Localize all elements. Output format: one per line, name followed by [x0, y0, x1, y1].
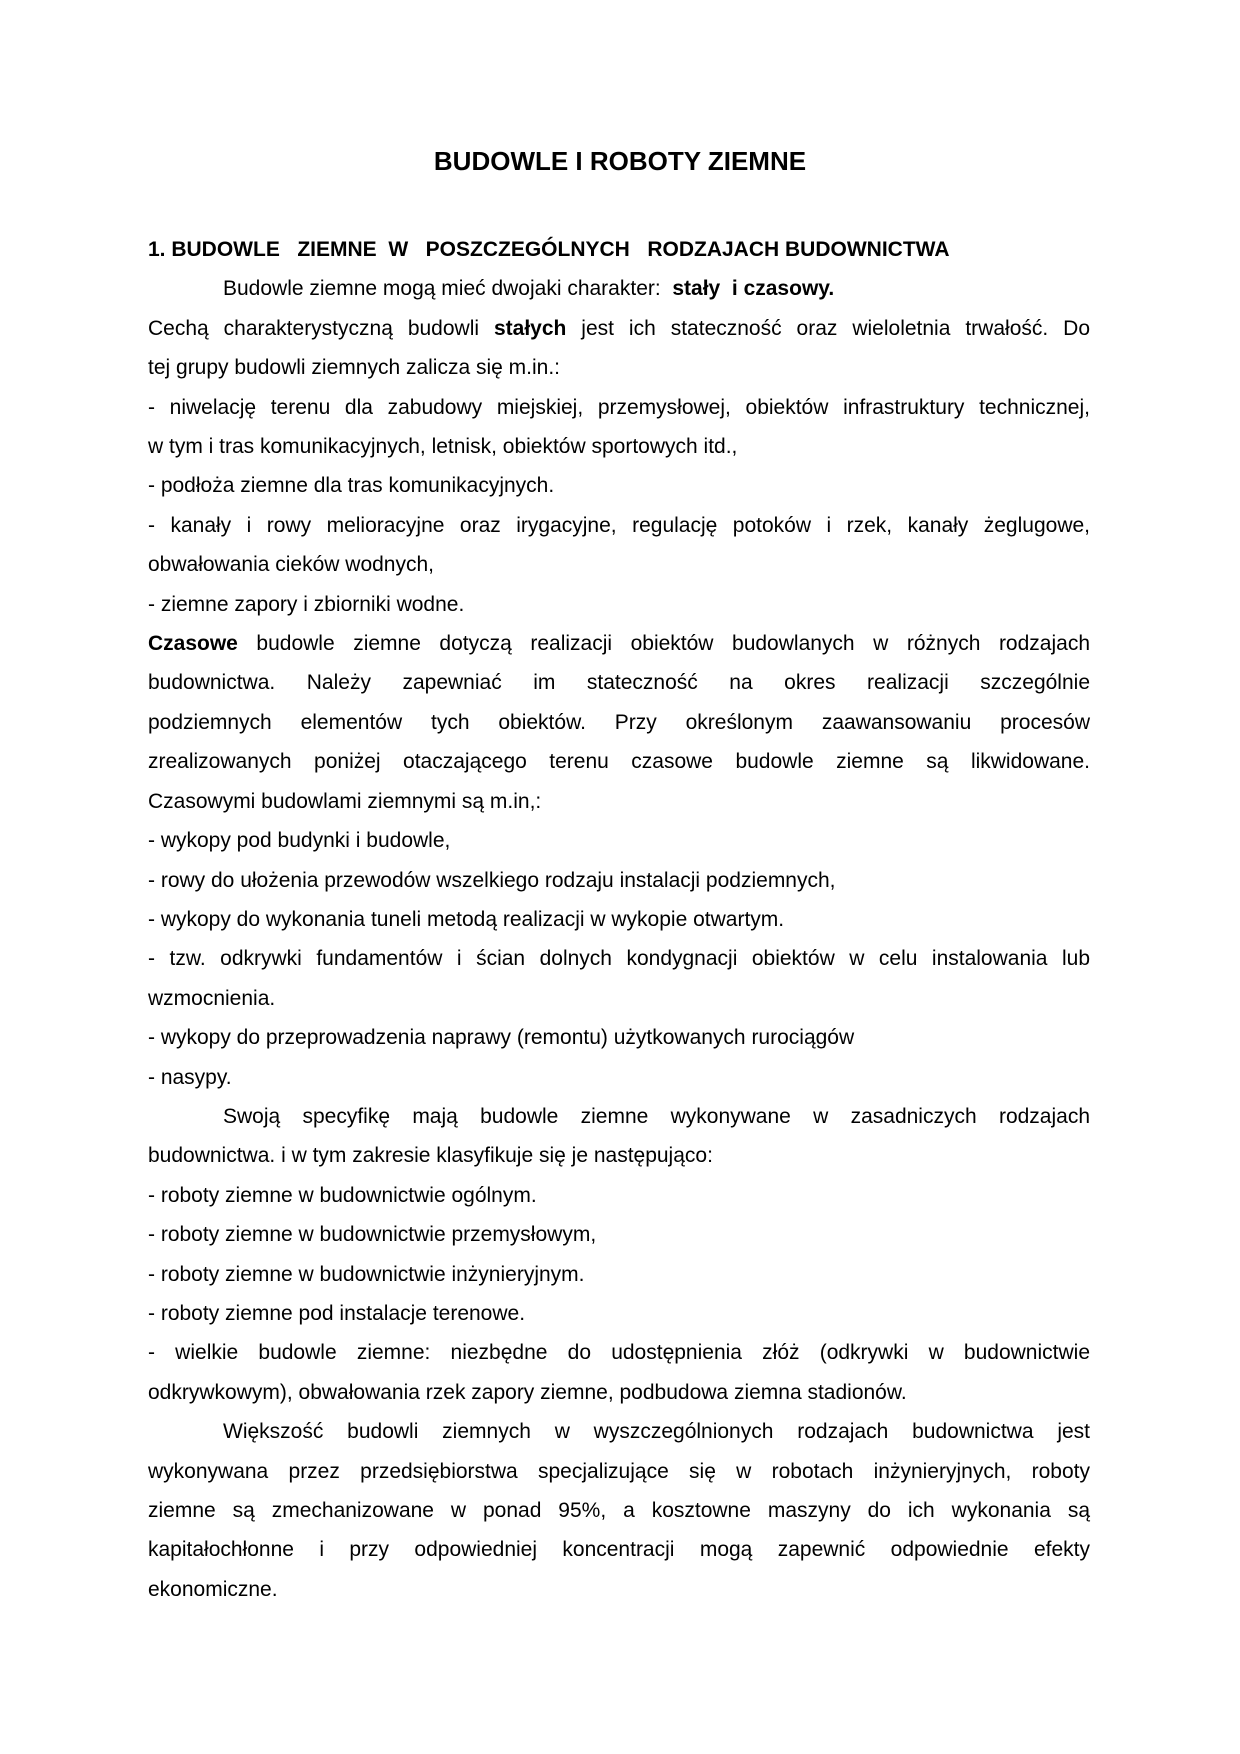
- text-line: [148, 821, 1090, 860]
- text-segment: Czasowymi budowlami ziemnymi są m.in,:: [148, 789, 542, 813]
- text-line: [148, 742, 1090, 781]
- text-line: [148, 545, 1090, 584]
- text-segment: - wykopy do wykonania tuneli metodą realizacji w wykopie otwartym.: [148, 907, 785, 931]
- text-segment: - kanały i rowy melioracyjne oraz irygacyjne, regulację potoków i rzek, kanały żeglugowe,: [148, 513, 1090, 537]
- text-line: [148, 1570, 1090, 1609]
- text-segment: Cechą charakterystyczną budowli: [148, 316, 494, 340]
- text-segment: - roboty ziemne w budownictwie przemysłowym,: [148, 1223, 597, 1247]
- text-segment: wykonywana przez przedsiębiorstwa specjalizujące się w robotach inżynieryjnych, roboty: [148, 1459, 1090, 1483]
- text-line: [148, 1294, 1090, 1333]
- text-segment: wzmocnienia.: [148, 986, 276, 1010]
- text-line: [148, 782, 1090, 821]
- text-segment: odkrywkowym), obwałowania rzek zapory ziemne, podbudowa ziemna stadionów.: [148, 1380, 907, 1404]
- text-line: [148, 1333, 1090, 1372]
- text-segment: - podłoża ziemne dla tras komunikacyjnych.: [148, 474, 555, 498]
- document-body: [148, 230, 1090, 1609]
- bold-text: stały i czasowy.: [672, 277, 835, 301]
- text-line: [148, 663, 1090, 702]
- text-line: [148, 979, 1090, 1018]
- text-segment: ziemne są zmechanizowane w ponad 95%, a kosztowne maszyny do ich wykonania są: [148, 1499, 1090, 1522]
- text-line: [148, 1097, 1090, 1136]
- text-segment: podziemnych elementów tych obiektów. Przy określonym zaawansowaniu procesów: [148, 710, 1090, 734]
- text-line: [148, 1176, 1090, 1215]
- text-line: [148, 427, 1090, 466]
- text-segment: - rowy do ułożenia przewodów wszelkiego rodzaju instalacji podziemnych,: [148, 868, 836, 892]
- text-segment: budowle ziemne dotyczą realizacji obiektów budowlanych w różnych rodzajach: [237, 632, 1090, 656]
- text-segment: obwałowania cieków wodnych,: [148, 553, 434, 577]
- text-segment: - wykopy do przeprowadzenia naprawy (remontu) użytkowanych rurociągów: [148, 1026, 855, 1050]
- text-segment: zrealizowanych poniżej otaczającego terenu czasowe budowle ziemne są likwidowane.: [148, 750, 1090, 774]
- bold-text: Czasowe: [148, 632, 238, 656]
- text-line: [148, 1058, 1090, 1097]
- text-segment: Budowle ziemne mogą mieć dwojaki charakter:: [223, 277, 673, 301]
- text-line: [148, 309, 1090, 348]
- text-segment: Większość budowli ziemnych w wyszczególnionych rodzajach budownictwa jest: [223, 1420, 1090, 1444]
- text-segment: - ziemne zapory i zbiorniki wodne.: [148, 592, 465, 616]
- text-line: [148, 269, 1090, 308]
- text-segment: budownictwa. Należy zapewniać im stateczność na okres realizacji szczególnie: [148, 671, 1090, 695]
- text-line: [148, 1452, 1090, 1491]
- text-segment: - niwelację terenu dla zabudowy miejskiej, przemysłowej, obiektów infrastruktury technicznej,: [148, 395, 1090, 419]
- text-segment: - roboty ziemne w budownictwie inżynieryjnym.: [148, 1262, 585, 1286]
- text-segment: - wykopy pod budynki i budowle,: [148, 829, 451, 853]
- text-line: [148, 1491, 1090, 1530]
- text-line: [148, 1018, 1090, 1057]
- text-line: [148, 585, 1090, 624]
- text-segment: - tzw. odkrywki fundamentów i ścian dolnych kondygnacji obiektów w celu instalowania lub: [148, 947, 1090, 971]
- text-line: [148, 1215, 1090, 1254]
- text-line: [148, 861, 1090, 900]
- text-line: [148, 703, 1090, 742]
- section-heading: [148, 230, 1090, 269]
- text-segment: tej grupy budowli ziemnych zalicza się m.in.:: [148, 356, 561, 380]
- text-segment: budownictwa. i w tym zakresie klasyfikuje się je następująco:: [148, 1144, 713, 1168]
- text-line: [148, 900, 1090, 939]
- text-segment: jest ich stateczność oraz wieloletnia trwałość. Do: [566, 316, 1090, 340]
- text-line: [148, 1255, 1090, 1294]
- text-line: [148, 624, 1090, 663]
- text-line: [148, 1530, 1090, 1569]
- text-segment: Swoją specyfikę mają budowle ziemne wykonywane w zasadniczych rodzajach: [223, 1104, 1090, 1128]
- text-line: [148, 506, 1090, 545]
- text-line: [148, 1136, 1090, 1175]
- text-line: [148, 466, 1090, 505]
- text-line: [148, 1373, 1090, 1412]
- text-line: [148, 348, 1090, 387]
- text-line: [148, 1412, 1090, 1451]
- text-segment: kapitałochłonne i przy odpowiedniej koncentracji mogą zapewnić odpowiednie efekty: [148, 1538, 1090, 1562]
- text-segment: - nasypy.: [148, 1065, 232, 1089]
- text-segment: 1. BUDOWLE ZIEMNE W POSZCZEGÓLNYCH RODZAJACH BUDOWNICTWA: [148, 238, 950, 261]
- text-segment: w tym i tras komunikacyjnych, letnisk, obiektów sportowych itd.,: [148, 435, 738, 459]
- text-segment: - roboty ziemne w budownictwie ogólnym.: [148, 1183, 537, 1207]
- text-segment: - wielkie budowle ziemne: niezbędne do udostępnienia złóż (odkrywki w budownictwie: [148, 1341, 1090, 1365]
- text-segment: - roboty ziemne pod instalacje terenowe.: [148, 1301, 526, 1325]
- bold-text: stałych: [493, 316, 567, 340]
- document-title: BUDOWLE I ROBOTY ZIEMNE: [433, 146, 807, 176]
- text-segment: ekonomiczne.: [148, 1577, 278, 1601]
- text-line: [148, 388, 1090, 427]
- text-line: [148, 939, 1090, 978]
